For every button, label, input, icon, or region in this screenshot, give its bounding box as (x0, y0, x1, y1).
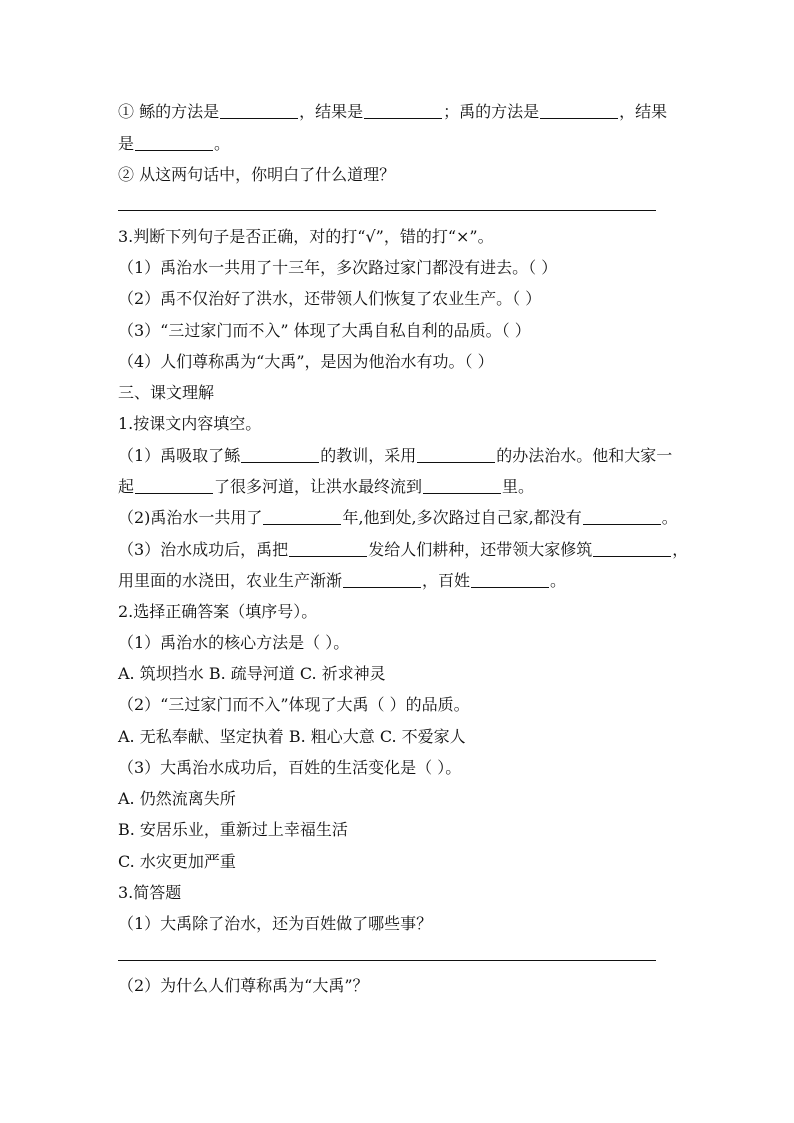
choice-option-3c: C. 水灾更加严重 (118, 852, 236, 871)
fill-line-3 (118, 507, 678, 529)
answer-blank[interactable] (135, 134, 213, 151)
text-segment: ；禹的方法是 (443, 102, 540, 121)
text-segment: 了很多河道，让洪水最终流到 (214, 477, 423, 496)
judge-item-1: （1）禹治水一共用了十三年，多次路过家门都没有进去。（ ） (118, 258, 558, 277)
answer-blank[interactable] (343, 571, 421, 588)
question-method-result (118, 101, 667, 123)
answer-blank[interactable] (583, 508, 661, 525)
answer-line[interactable] (118, 210, 656, 211)
judge-item-3: （3）“三过家门而不入” 体现了大禹自私自利的品质。（ ） (118, 321, 531, 340)
choice-options-2: A. 无私奉献、坚定执着 B. 粗心大意 C. 不爱家人 (118, 727, 466, 746)
text-segment: 的教训，采用 (320, 446, 417, 465)
text-segment: 的办法治水。他和大家一 (496, 446, 673, 465)
fill-line-4 (118, 539, 688, 561)
judge-item-4: （4）人们尊称禹为“大禹”，是因为他治水有功。（ ） (118, 352, 494, 371)
fill-line-5 (118, 570, 566, 592)
judge-item-2: （2）禹不仅治好了洪水，还带领人们恢复了农业生产。（ ） (118, 289, 542, 308)
fill-line-1 (118, 445, 672, 467)
answer-blank[interactable] (135, 477, 213, 494)
choice-question-2: （2）“三过家门而不入”体现了大禹（ ）的品质。 (118, 695, 470, 714)
choice-option-3a: A. 仍然流离失所 (118, 789, 236, 808)
text-segment: 起 (118, 477, 135, 496)
answer-blank[interactable] (289, 540, 367, 557)
choice-option-3b: B. 安居乐业，重新过上幸福生活 (118, 820, 348, 839)
fill-heading: 1.按课文内容填空。 (118, 414, 262, 433)
answer-blank[interactable] (593, 540, 671, 557)
section-heading: 三、课文理解 (118, 383, 215, 402)
answer-line[interactable] (118, 960, 656, 961)
choice-options-1: A. 筑坝挡水 B. 疏导河道 C. 祈求神灵 (118, 664, 386, 683)
text-segment: 发给人们耕种，还带领大家修筑 (368, 540, 593, 559)
text-segment: ，百姓 (422, 571, 471, 590)
text-segment: （2)禹治水一共用了 (118, 508, 263, 527)
answer-blank[interactable] (263, 508, 341, 525)
answer-blank[interactable] (364, 102, 442, 119)
text-segment: （1）禹吸取了鲧 (118, 446, 241, 465)
question-method-result-cont (118, 133, 230, 155)
text-segment: ，结果是 (299, 102, 364, 121)
short-question-2: （2）为什么人们尊称禹为“大禹”？ (118, 976, 369, 995)
choice-heading: 2.选择正确答案（填序号）。 (118, 602, 318, 621)
short-answer-heading: 3.简答题 (118, 883, 182, 902)
judge-heading: 3.判断下列句子是否正确，对的打“√”，错的打“×”。 (118, 227, 494, 246)
text-segment: 里。 (502, 477, 535, 496)
question-lesson: ② 从这两句话中，你明白了什么道理？ (118, 165, 396, 184)
text-segment: 年,他到处,多次路过自己家,都没有 (342, 508, 582, 527)
text-segment: 。 (550, 571, 567, 590)
text-segment: ， (672, 540, 689, 559)
text-segment: （3）治水成功后，禹把 (118, 540, 289, 559)
text-segment: ① 鲧的方法是 (118, 102, 220, 121)
choice-question-3: （3）大禹治水成功后，百姓的生活变化是（ ）。 (118, 758, 462, 777)
answer-blank[interactable] (417, 446, 495, 463)
text-segment: 。 (661, 508, 678, 527)
text-segment: ，结果 (619, 102, 668, 121)
short-question-1: （1）大禹除了治水，还为百姓做了哪些事？ (118, 914, 433, 933)
answer-blank[interactable] (471, 571, 549, 588)
answer-blank[interactable] (423, 477, 501, 494)
choice-question-1: （1）禹治水的核心方法是（ ）。 (118, 633, 350, 652)
fill-line-2 (118, 476, 534, 498)
answer-blank[interactable] (241, 446, 319, 463)
answer-blank[interactable] (540, 102, 618, 119)
answer-blank[interactable] (220, 102, 298, 119)
text-segment: 用里面的水浇田，农业生产渐渐 (118, 571, 343, 590)
text-segment: 。 (214, 134, 231, 153)
text-segment: 是 (118, 134, 135, 153)
